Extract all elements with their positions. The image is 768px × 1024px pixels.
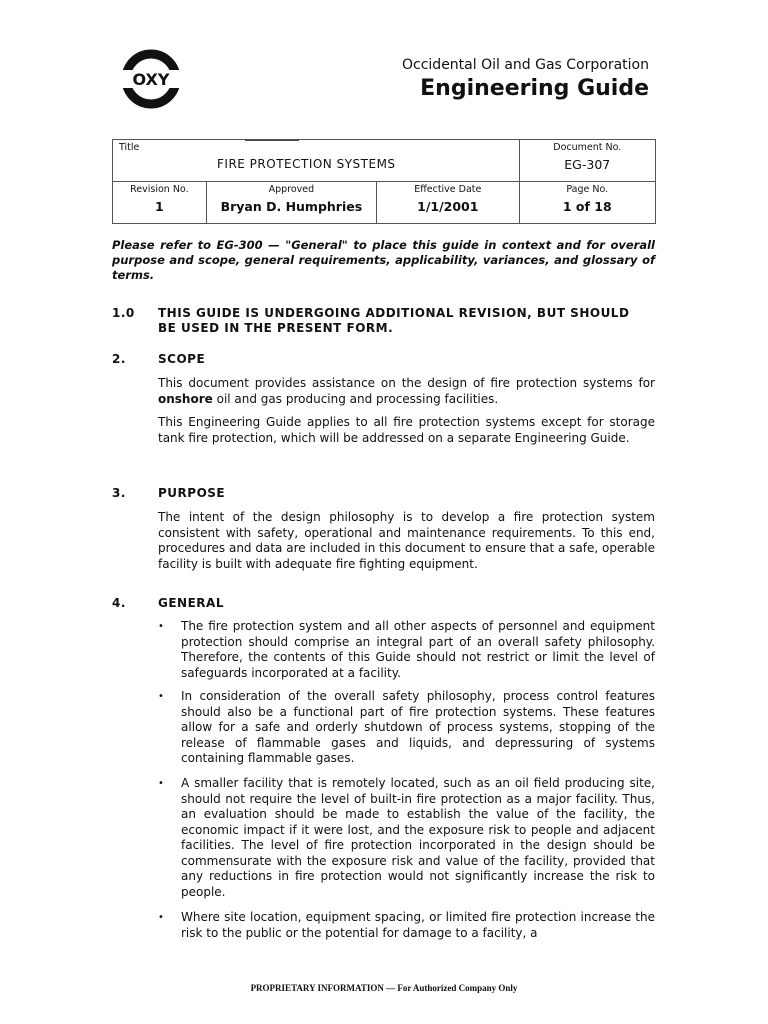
bullet-symbol: • (158, 912, 164, 923)
section-4-number: 4. (112, 596, 126, 610)
scope-paragraph-2: This Engineering Guide applies to all fire protection systems except for storage tank fire protection, which will be addressed on a separate Engineering Guide. (158, 415, 655, 445)
section-2-header (112, 352, 655, 368)
page-cell (519, 182, 655, 224)
section-3-header (112, 486, 655, 502)
section-2-heading: SCOPE (158, 352, 206, 366)
docno-value: EG-307 (564, 157, 611, 172)
proprietary-footer: PROPRIETARY INFORMATION — For Authorized Company Only (250, 983, 518, 993)
effective-label: Effective Date (414, 184, 482, 195)
bullet-symbol: • (158, 621, 164, 632)
section-3-number: 3. (112, 486, 126, 500)
bullet-text: In consideration of the overall safety philosophy, process control features should also be a functional part of fire protection systems. These features allow for a safe and orderly shutdown of process systems, stopping of the release of flammable gases and liquids, and depressuring of systems containing flammable gases. (181, 689, 655, 765)
bullet-symbol: • (158, 778, 164, 789)
docno-label: Document No. (553, 142, 622, 153)
approved-label: Approved (268, 184, 315, 195)
page-label: Page No. (566, 184, 609, 195)
section-2-number: 2. (112, 352, 126, 366)
onshore-emphasis: onshore (158, 391, 213, 406)
revision-label: Revision No. (130, 184, 189, 195)
document-type-title: Engineering Guide (420, 76, 649, 101)
section-3-heading: PURPOSE (158, 486, 226, 500)
section-4-header (112, 596, 655, 612)
purpose-paragraph: The intent of the design philosophy is to develop a fire protection system consistent with safety, operational and maintenance requirements. To this end, procedures and data are included in this document to ensure that a safe, operable facility is built with adequate fire fighting equipment. (158, 510, 655, 571)
section-1-number: 1.0 (112, 306, 135, 320)
bullet-text: Where site location, equipment spacing, or limited fire protection increase the risk to the public or the potential for damage to a facility, a (181, 910, 655, 940)
effective-value: 1/1/2001 (417, 199, 479, 214)
logo-text: OXY (132, 70, 170, 89)
title-label: Title (119, 142, 140, 153)
bullet-text: The fire protection system and all other aspects of personnel and equipment protection should comprise an integral part of an overall safety philosophy. Therefore, the contents of this Guide should not restrict or limit the level of safeguards incorporated at a facility. (181, 619, 655, 680)
scope-paragraph-1: This document provides assistance on the design of fire protection systems for onshore oil and gas producing and processing facilities. (158, 376, 655, 406)
oxy-logo (121, 48, 181, 110)
section-1-heading-line1: THIS GUIDE IS UNDERGOING ADDITIONAL REVISION, BUT SHOULD (158, 306, 630, 320)
section-4-heading: GENERAL (158, 596, 224, 610)
page-value: 1 of 18 (562, 199, 612, 214)
bullet-text: A smaller facility that is remotely located, such as an oil field producing site, should not require the level of built-in fire protection as a major facility. Thus, an evaluation should be made to establish the value of the facility, the economic impact if it were lost, and the exposure risk to people and adjacent facilities. The level of fire protection incorporated in the design should be commensurate with the exposure risk and value of the facility, provided that any reductions in fire protection would not significantly increase the risk to people. (181, 776, 655, 899)
bullet-symbol: • (158, 691, 164, 702)
title-cell (113, 140, 520, 182)
section-1-heading-line2: BE USED IN THE PRESENT FORM. (158, 321, 394, 335)
docno-cell (519, 140, 655, 182)
title-value: FIRE PROTECTION SYSTEMS (217, 157, 396, 171)
document-info-table (112, 139, 656, 224)
company-name: Occidental Oil and Gas Corporation (402, 57, 649, 73)
revision-cell (113, 182, 207, 224)
section-1 (112, 306, 655, 338)
revision-value: 1 (154, 199, 164, 214)
effective-cell (377, 182, 519, 224)
approved-value: Bryan D. Humphries (220, 199, 363, 214)
approved-cell (206, 182, 376, 224)
reference-note: Please refer to EG-300 — "General" to place this guide in context and for overall purpose and scope, general requirements, applicability, variances, and glossary of terms. (112, 238, 655, 282)
